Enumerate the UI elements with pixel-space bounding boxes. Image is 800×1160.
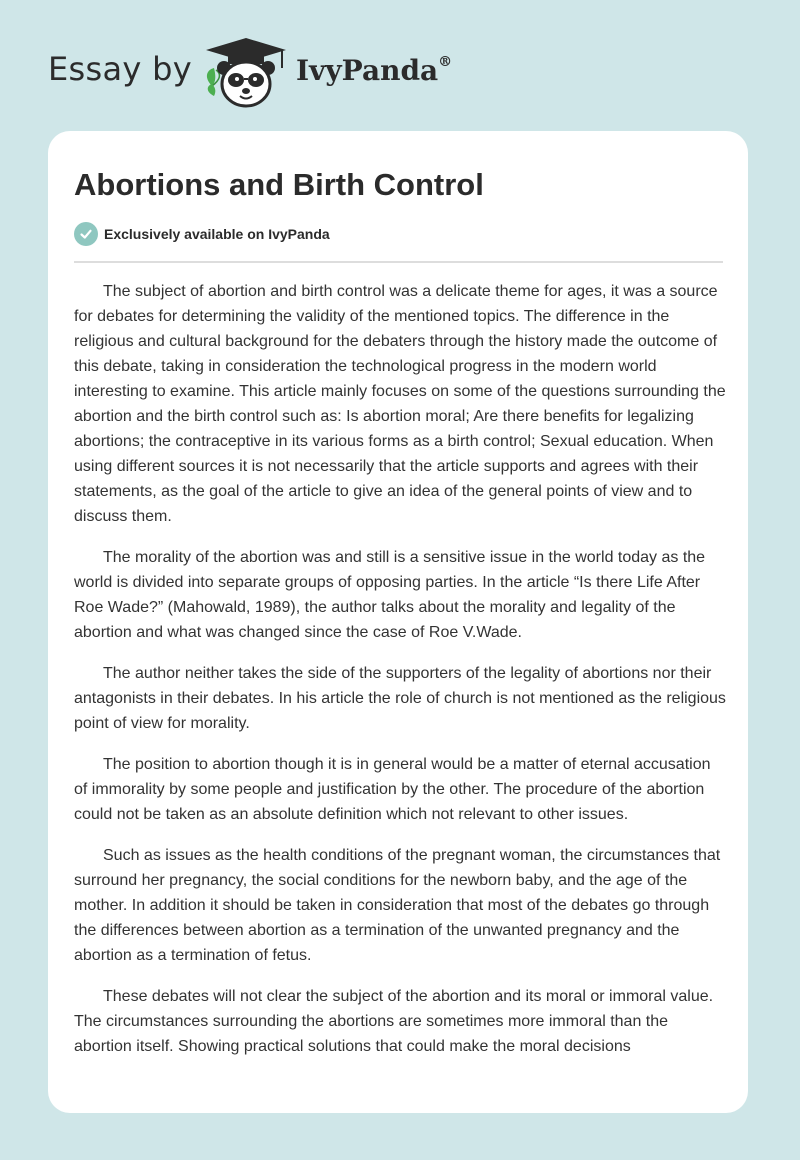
article-body <box>74 279 726 1075</box>
check-circle-icon <box>74 222 98 246</box>
article-paragraph: The morality of the abortion was and still is a sensitive issue in the world today as the world is divided into separate groups of opposing parties. In the article “Is there Life After Roe Wade?” (Mahowald, 1989), the author talks about the morality and legality of the abortion and what was changed since the case of Roe V.Wade. <box>74 549 706 641</box>
article-paragraph: The subject of abortion and birth control was a delicate theme for ages, it was a source for debates for determining the validity of the mentioned topics. The difference in the religious and cultural background for the debaters through the history made the outcome of this debate, taking in consideration the technological progress in the modern world interesting to examine. This article mainly focuses on some of the questions surrounding the abortion and the birth control such as: Is abortion moral; Are there benefits for legalizing abortions; the contraceptive in its various forms as a birth control; Sexual education. When using different sources it is not necessarily that the article supports and agrees with their statements, as the goal of the article to give an idea of the general points of view and to discuss them. <box>74 283 726 525</box>
title-divider <box>74 261 723 263</box>
essay-card <box>48 131 748 1113</box>
brand-prefix: Essay by <box>48 50 192 88</box>
registered-mark: ® <box>438 53 453 70</box>
exclusive-badge <box>74 221 330 247</box>
exclusive-badge-text: Exclusively available on IvyPanda <box>104 226 330 242</box>
article-paragraph: The position to abortion though it is in general would be a matter of eternal accusation of immorality by some people and justification by the other. The procedure of the abortion could not be taken as an absolute definition which not relevant to other issues. <box>74 756 711 823</box>
site-header <box>0 0 800 125</box>
page-title: Abortions and Birth Control <box>74 167 484 202</box>
article-paragraph: These debates will not clear the subject of the abortion and its moral or immoral value. The circumstances surrounding the abortions are sometimes more immoral than the abortion itself. Showing practical solutions that could make the moral decisions <box>74 988 714 1055</box>
panda-graduate-icon <box>198 34 294 110</box>
article-paragraph: Such as issues as the health conditions of the pregnant woman, the circumstances that surround her pregnancy, the social conditions for the newborn baby, and the age of the mother. In addition it should be taken in consideration that most of the debates go through the differences between abortion as a termination of the unwanted pregnancy and the abortion as a termination of fetus. <box>74 847 721 964</box>
brand-name: IvyPanda® <box>296 53 453 87</box>
article-paragraph: The author neither takes the side of the supporters of the legality of abortions nor their antagonists in their debates. In his article the role of church is not mentioned as the religious point of view for morality. <box>74 665 726 732</box>
